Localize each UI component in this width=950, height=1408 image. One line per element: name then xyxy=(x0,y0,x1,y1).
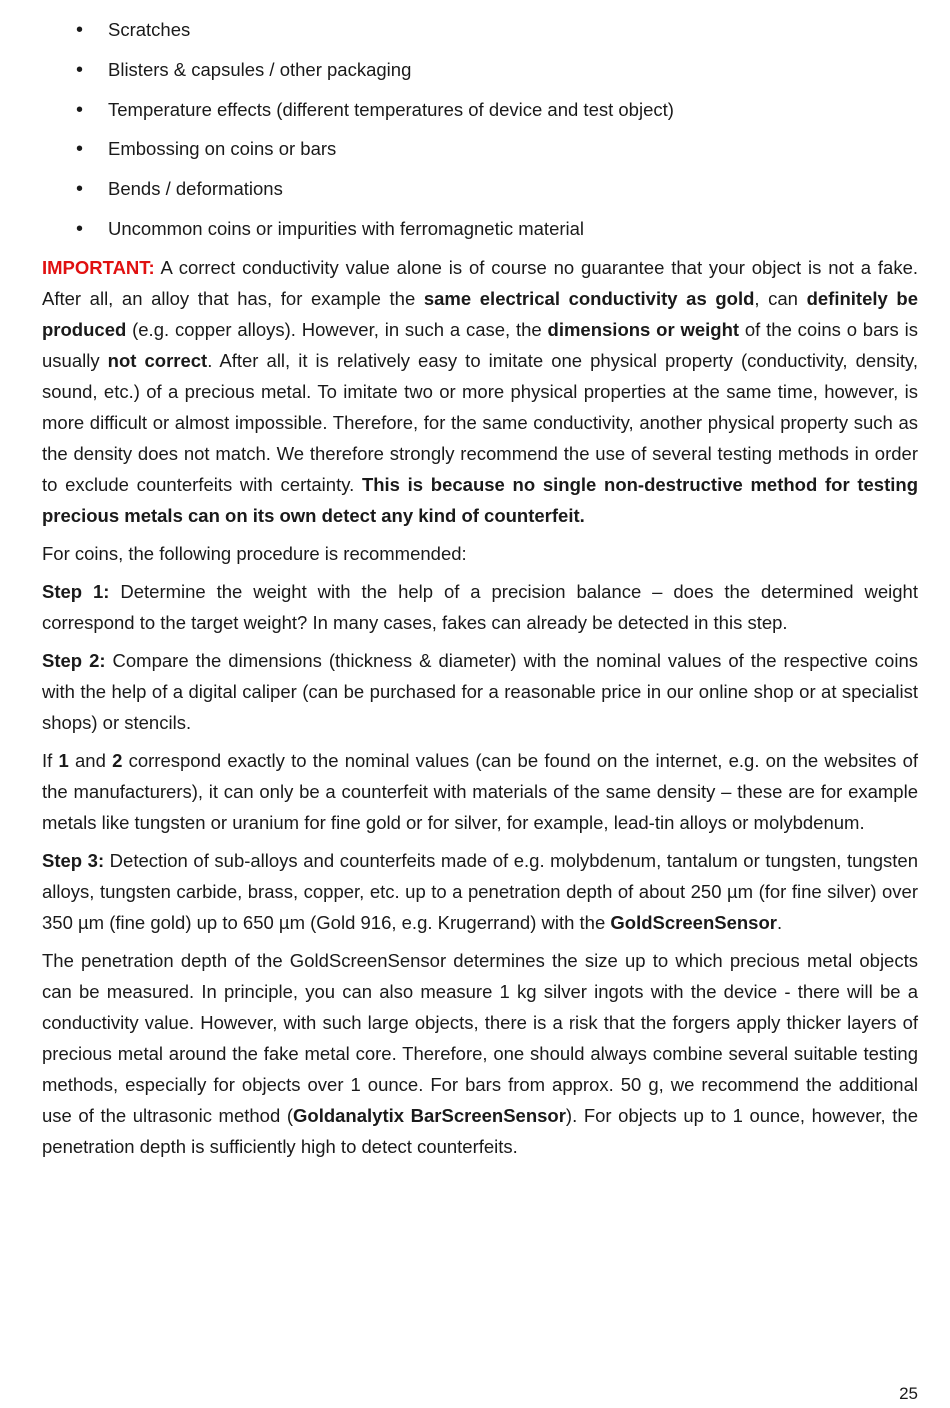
list-item: • Scratches xyxy=(42,14,902,54)
text-run: (e.g. copper alloys). However, in such a case, the xyxy=(126,319,548,340)
list-item: • Blisters & capsules / other packaging xyxy=(42,54,902,94)
step-label: Step 1: xyxy=(42,581,110,602)
bold-run: This is because no single non-destructive method for testing precious metals can on its own detect any kind of counterfeit. xyxy=(42,474,918,526)
bold-run: same electrical conductivity as gold xyxy=(423,288,755,309)
list-item: • Temperature effects (different temperatures of device and test object) xyxy=(42,94,902,134)
bullet-list xyxy=(42,14,902,253)
text-run: . xyxy=(776,912,783,933)
text-run: The penetration depth of the GoldScreenSensor determines the size up to which precious metal objects can be measured. In principle, you can also measure 1 kg silver ingots with the device - there will be a conductivity value. However, with such large objects, there is a risk that the forgers apply thicker layers of precious metal around the fake metal core. Therefore, one should always combine several suitable testing methods, especially for objects over 1 ounce. For bars from approx. 50 g, we recommend the additional use of the ultrasonic method ( xyxy=(42,950,918,1126)
bold-run: 2 xyxy=(112,750,123,771)
list-item: • Embossing on coins or bars xyxy=(42,133,902,173)
bold-run: definitely be produced xyxy=(42,288,918,340)
text-run: ). For objects up to 1 ounce, however, the penetration depth is sufficiently high to detect counterfeits. xyxy=(42,1105,918,1157)
body-text xyxy=(42,252,918,1169)
product-name: GoldScreenSensor xyxy=(610,912,777,933)
step-2-paragraph xyxy=(42,645,918,738)
important-label: IMPORTANT: xyxy=(42,257,155,278)
text-run: Detection of sub-alloys and counterfeits made of e.g. molybdenum, tantalum or tungsten, tungsten alloys, tungsten carbide, brass, copper, etc. up to a penetration depth of about 250 µm (for fine silver) over 350 µm (fine gold) up to 650 µm (Gold 916, e.g. Krugerrand) with the xyxy=(42,850,918,933)
text-run: and xyxy=(68,750,113,771)
bold-run: dimensions or weight xyxy=(547,319,740,340)
text-run: , can xyxy=(754,288,807,309)
text-run: If xyxy=(42,750,59,771)
text-run: of the coins o bars is usually xyxy=(42,319,918,371)
bold-run: 1 xyxy=(58,750,69,771)
bold-run: not correct xyxy=(107,350,208,371)
text-run: correspond exactly to the nominal values (can be found on the internet, e.g. on the websites of the manufacturers), it can only be a counterfeit with materials of the same density – these are for example metals like tungsten or uranium for fine gold or for silver, for example, lead-tin alloys or molybdenum. xyxy=(42,750,918,833)
coins-intro-paragraph: For coins, the following procedure is recommended: xyxy=(42,543,467,564)
nominal-values-paragraph xyxy=(42,745,918,838)
text-run: Determine the weight with the help of a precision balance – does the determined weight correspond to the target weight? In many cases, fakes can already be detected in this step. xyxy=(42,581,918,633)
penetration-depth-paragraph xyxy=(42,945,918,1162)
step-label: Step 2: xyxy=(42,650,106,671)
list-item: • Bends / deformations xyxy=(42,173,902,213)
important-paragraph xyxy=(42,252,918,531)
text-run: Compare the dimensions (thickness & diameter) with the nominal values of the respective coins with the help of a digital caliper (can be purchased for a reasonable price in our online shop or at specialist shops) or stencils. xyxy=(42,650,918,733)
text-run: . After all, it is relatively easy to imitate one physical property (conductivity, density, sound, etc.) of a precious metal. To imitate two or more physical properties at the same time, however, is more difficult or almost impossible. Therefore, for the same conductivity, another physical property such as the density does not match. We therefore strongly recommend the use of several testing methods in order to exclude counterfeits with certainty. xyxy=(42,350,918,495)
text-run: A correct conductivity value alone is of course no guarantee that your object is not a fake. After all, an alloy that has, for example the xyxy=(42,257,918,309)
step-label: Step 3: xyxy=(42,850,105,871)
step-1-paragraph xyxy=(42,576,918,638)
page-number: 25 xyxy=(899,1384,918,1403)
list-item: • Uncommon coins or impurities with ferromagnetic material xyxy=(42,213,902,253)
step-3-paragraph xyxy=(42,845,918,938)
product-name: Goldanalytix BarScreenSensor xyxy=(293,1105,566,1126)
